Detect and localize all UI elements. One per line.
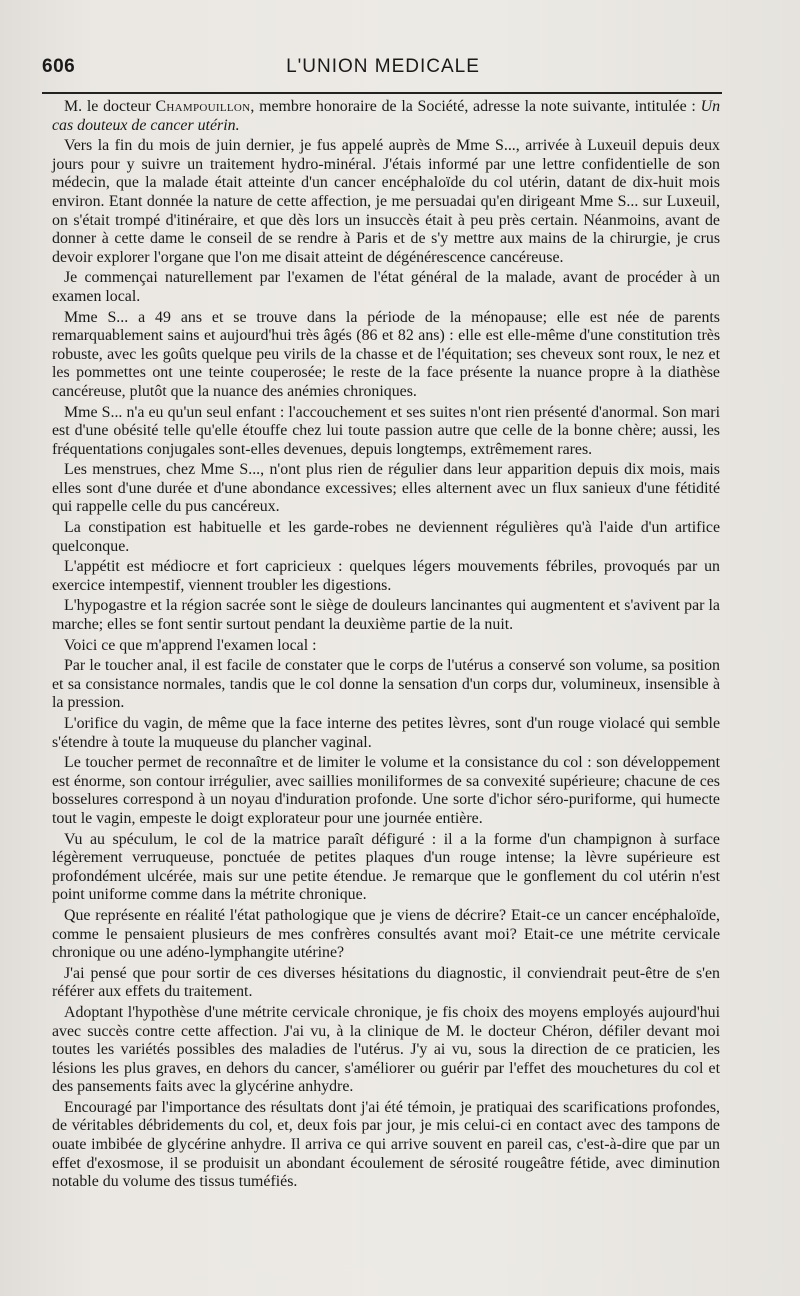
paragraph: Vers la fin du mois de juin dernier, je fus appelé auprès de Mme S..., arrivée à Luxeuil depuis deux jours pour y suivre un traitement hydro-minéral. J'étais informé par une lettre confidentielle de son médecin, que la malade était atteinte d'un cancer encéphaloïde du col utérin, datant de dix-huit mois environ. Etant donnée la nature de cette affection, je me persuadai qu'en dirigeant Mme S... sur Luxeuil, on s'était trompé d'itinéraire, et que dès lors un insuccès était à peu près certain. Néanmoins, avant de donner à cette dame le conseil de se rendre à Paris et de s'y mettre aux mains de la chirurgie, je crus devoir explorer l'organe que l'on me disait atteint de dégénérescence cancéreuse. bbox=[52, 137, 720, 266]
intro-paragraph bbox=[52, 98, 720, 135]
page-header bbox=[42, 56, 724, 84]
intro-text: , membre honoraire de la Société, adresse la note suivante, intitulée : bbox=[250, 98, 701, 115]
paragraph: Que représente en réalité l'état pathologique que je viens de décrire? Etait-ce un cancer encéphaloïde, comme le pensaient plusieurs de mes confrères consultés avant moi? Etait-ce une métrite cervicale chronique ou une adéno-lymphangite utérine? bbox=[52, 906, 720, 962]
article-body bbox=[52, 98, 720, 1194]
author-name: Champouillon bbox=[155, 98, 251, 115]
paragraph: Les menstrues, chez Mme S..., n'ont plus rien de régulier dans leur apparition depuis dix mois, mais elles sont d'une durée et d'une abondance excessives; elles alternent avec un flux sanieux d'une fétidité qui rappelle celle du pus cancéreux. bbox=[52, 461, 720, 516]
note-title: Un cas douteux de cancer utérin. bbox=[52, 98, 721, 134]
paragraph: Adoptant l'hypothèse d'une métrite cervicale chronique, je fis choix des moyens employés aujourd'hui avec succès contre cette affection. J'ai vu, à la clinique de M. le docteur Chéron, défiler devant moi toutes les variétés possibles des maladies de l'utérus. J'y ai vu, sous la direction de ce praticien, les lésions les plus graves, en dehors du cancer, s'améliorer ou guérir par l'effet des mouchetures du col et des pansements faits avec la glycérine anhydre. bbox=[52, 1003, 720, 1096]
paragraph: Mme S... n'a eu qu'un seul enfant : l'accouchement et ses suites n'ont rien présenté d'anormal. Son mari est d'une obésité telle qu'elle étouffe chez lui toute passion autre que celle de la bonne chère; aussi, les fréquentations conjugales sont-elles devenues, depuis longtemps, extrêmement rares. bbox=[52, 403, 720, 458]
paragraph: Le toucher permet de reconnaître et de limiter le volume et la consistance du col : son développement est énorme, son contour irrégulier, avec saillies moniliformes de sa convexité supérieure; chacune de ces bosselures correspond à un noyau d'induration profonde. Une sorte d'ichor séro-puriforme, qui humecte tout le vagin, empeste le doigt explorateur pour une journée entière. bbox=[52, 754, 720, 827]
header-rule bbox=[42, 92, 722, 94]
intro-prefix: M. le docteur bbox=[64, 98, 156, 115]
paragraph: L'appétit est médiocre et fort capricieux : quelques légers mouvements fébriles, provoqués par un exercice intempestif, viennent troubler les digestions. bbox=[52, 558, 720, 594]
paragraph: Encouragé par l'importance des résultats dont j'ai été témoin, je pratiquai des scarifications profondes, de véritables débridements du col, et, deux fois par jour, je mis celui-ci en contact avec des tampons de ouate imbibée de glycérine anhydre. Il arriva ce qui arrive souvent en pareil cas, c'est-à-dire que par un effet d'exosmose, il se produisit un abondant écoulement de sérosité rougeâtre fétide, avec diminution notable du volume des tissus tuméfiés. bbox=[52, 1098, 720, 1191]
paragraph: Par le toucher anal, il est facile de constater que le corps de l'utérus a conservé son volume, sa position et sa consistance normales, tandis que le col donne la sensation d'un corps dur, volumineux, insensible à la pression. bbox=[52, 657, 720, 712]
paragraph: L'orifice du vagin, de même que la face interne des petites lèvres, sont d'un rouge violacé qui semble s'étendre à toute la muqueuse du plancher vaginal. bbox=[52, 715, 720, 751]
paragraph: Voici ce que m'apprend l'examen local : bbox=[64, 636, 317, 654]
paragraph: Mme S... a 49 ans et se trouve dans la période de la ménopause; elle est née de parents remarquablement sains et aujourd'hui très âgés (86 et 82 ans) : elle est elle-même d'une constitution très robuste, avec les goûts quelque peu virils de la chasse et de l'équitation; ses cheveux sont roux, le nez et les pommettes ont une teinte couperosée; le reste de la face présente la nuance propre à la diathèse cancéreuse, plutôt que la nuance des anémies chroniques. bbox=[52, 308, 720, 400]
page-number: 606 bbox=[42, 56, 76, 77]
paragraph: Vu au spéculum, le col de la matrice paraît défiguré : il a la forme d'un champignon à surface légèrement verruqueuse, ponctuée de petites plaques d'un rouge intense; la lèvre supérieure est profondément ulcérée, mais sur une petite étendue. Je remarque que le gonflement du col utérin n'est point uniforme comme dans la métrite chronique. bbox=[52, 830, 720, 904]
paragraph: J'ai pensé que pour sortir de ces diverses hésitations du diagnostic, il conviendrait peut-être de s'en référer aux effets du traitement. bbox=[52, 964, 720, 1001]
paragraph: La constipation est habituelle et les garde-robes ne deviennent régulières qu'à l'aide d'un artifice quelconque. bbox=[52, 519, 720, 555]
paragraph: L'hypogastre et la région sacrée sont le siège de douleurs lancinantes qui augmentent et s'avivent par la marche; elles se font sentir surtout pendant la deuxième partie de la nuit. bbox=[52, 597, 720, 634]
running-title: L'UNION MEDICALE bbox=[286, 56, 480, 77]
paragraph: Je commençai naturellement par l'examen de l'état général de la malade, avant de procéder à un examen local. bbox=[52, 269, 720, 305]
